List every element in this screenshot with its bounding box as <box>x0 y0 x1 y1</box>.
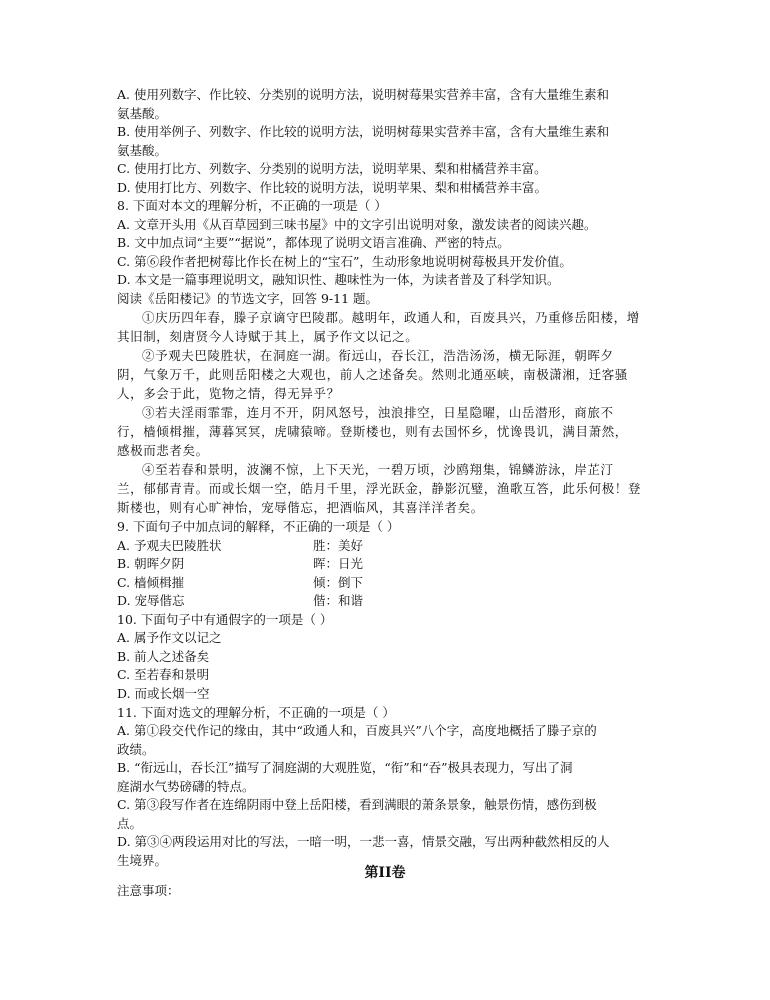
q11-option-b-line2: 庭湖水气势磅礴的特点。 <box>117 779 255 794</box>
passage-p4-line3: 斯楼也，则有心旷神怡，宠辱偕忘，把酒临风，其喜洋洋者矣。 <box>117 500 484 515</box>
q9-stem: 9. 下面句子中加点词的解释，不正确的一项是（ ） <box>117 519 400 534</box>
q7-option-d: D. 使用打比方、列数字、作比较的说明方法，说明苹果、梨和柑橘营养丰富。 <box>117 180 548 195</box>
q11-option-c-line1: C. 第③段写作者在连绵阴雨中登上岳阳楼，看到满眼的萧条景象，触景伤情，感伤到极 <box>117 797 597 812</box>
q7-option-a-line1: A. 使用列数字、作比较、分类别的说明方法，说明树莓果实营养丰富，含有大量维生素和 <box>117 87 609 102</box>
q11-option-d-line2: 生境界。 <box>117 853 168 868</box>
q9-option-b: B. 朝晖夕阴 <box>117 556 185 571</box>
q9-option-a-gloss: 胜：美好 <box>313 538 364 553</box>
passage-p4-line1: ④至若春和景明，波澜不惊，上下天光，一碧万顷，沙鸥翔集，锦鳞游泳，岸芷汀 <box>142 462 614 477</box>
q10-option-d: D. 而或长烟一空 <box>117 686 210 701</box>
q9-option-d-gloss: 偕：和谐 <box>313 593 364 608</box>
section-title: 第II卷 <box>364 865 406 881</box>
passage-p3-line1: ③若夫淫雨霏霏，连月不开，阴风怒号，浊浪排空，日星隐曜，山岳潜形，商旅不 <box>142 405 614 420</box>
passage-p2-line2: 阴，气象万千，此则岳阳楼之大观也，前人之述备矣。然则北通巫峡，南极潇湘，迁客骚 <box>117 367 628 382</box>
q9-option-b-gloss: 晖：日光 <box>313 556 364 571</box>
passage-p1-line2: 其旧制，刻唐贤今人诗赋于其上，属予作文以记之。 <box>117 329 419 344</box>
passage-p2-line1: ②予观夫巴陵胜状，在洞庭一湖。衔远山，吞长江，浩浩汤汤，横无际涯，朝晖夕 <box>142 348 614 363</box>
q11-stem: 11. 下面对选文的理解分析，不正确的一项是（ ） <box>117 705 395 720</box>
passage-p2-line3: 人，多会于此，览物之情，得无异乎？ <box>117 386 340 401</box>
passage-p3-line3: 感极而悲者矣。 <box>117 443 209 458</box>
q8-option-a: A. 文章开头用《从百草园到三味书屋》中的文字引出说明对象，激发读者的阅读兴趣。 <box>117 217 597 232</box>
q10-option-a: A. 属予作文以记之 <box>117 630 222 645</box>
q8-option-b: B. 文中加点词“主要”“据说”，都体现了说明文语言准确、严密的特点。 <box>117 235 510 250</box>
q10-option-c: C. 至若春和景明 <box>117 667 210 682</box>
q10-option-b: B. 前人之述备矣 <box>117 649 210 664</box>
q7-option-a-line2: 氨基酸。 <box>117 106 168 121</box>
q7-option-b-line1: B. 使用举例子、列数字、作比较的说明方法，说明树莓果实营养丰富，含有大量维生素和 <box>117 124 610 139</box>
q11-option-c-line2: 点。 <box>117 816 143 831</box>
q8-option-d: D. 本文是一篇事理说明文，融知识性、趣味性为一体，为读者普及了科学知识。 <box>117 272 560 287</box>
q9-option-a: A. 予观夫巴陵胜状 <box>117 538 222 553</box>
q11-option-b-line1: B. “衔远山，吞长江”描写了洞庭湖的大观胜览，“衔”和“吞”极具表现力，写出了洞 <box>117 760 573 775</box>
passage-p3-line2: 行，樯倾楫摧，薄暮冥冥，虎啸猿啼。登斯楼也，则有去国怀乡，忧谗畏讥，满目萧然， <box>117 424 628 439</box>
q11-option-d-line1: D. 第③④两段运用对比的写法，一暗一明，一悲一喜，情景交融，写出两种截然相反的人 <box>117 834 610 849</box>
passage-p4-line2: 兰，郁郁青青。而或长烟一空，皓月千里，浮光跃金，静影沉璧，渔歌互答，此乐何极！登 <box>117 481 642 496</box>
q7-option-b-line2: 氨基酸。 <box>117 143 168 158</box>
reading-intro: 阅读《岳阳楼记》的节选文字，回答 9-11 题。 <box>117 291 379 306</box>
q11-option-a-line2: 政绩。 <box>117 742 155 757</box>
q9-option-c-gloss: 倾：倒下 <box>313 575 364 590</box>
q7-option-c: C. 使用打比方、列数字、分类别的说明方法，说明苹果、梨和柑橘营养丰富。 <box>117 161 547 176</box>
q10-stem: 10. 下面句子中有通假字的一项是（ ） <box>117 612 333 627</box>
q8-stem: 8. 下面对本文的理解分析，不正确的一项是（ ） <box>117 198 387 213</box>
notes-heading: 注意事项： <box>117 883 180 898</box>
passage-p1-line1: ①庆历四年春，滕子京谪守巴陵郡。越明年，政通人和，百废具兴，乃重修岳阳楼，增 <box>142 310 640 325</box>
q9-option-d: D. 宠辱偕忘 <box>117 593 185 608</box>
q9-option-c: C. 樯倾楫摧 <box>117 575 185 590</box>
q11-option-a-line1: A. 第①段交代作记的缘由，其中“政通人和，百废具兴”八个字，高度地概括了滕子京的 <box>117 723 597 738</box>
q8-option-c: C. 第⑥段作者把树莓比作长在树上的“宝石”，生动形象地说明树莓极具开发价值。 <box>117 254 572 269</box>
